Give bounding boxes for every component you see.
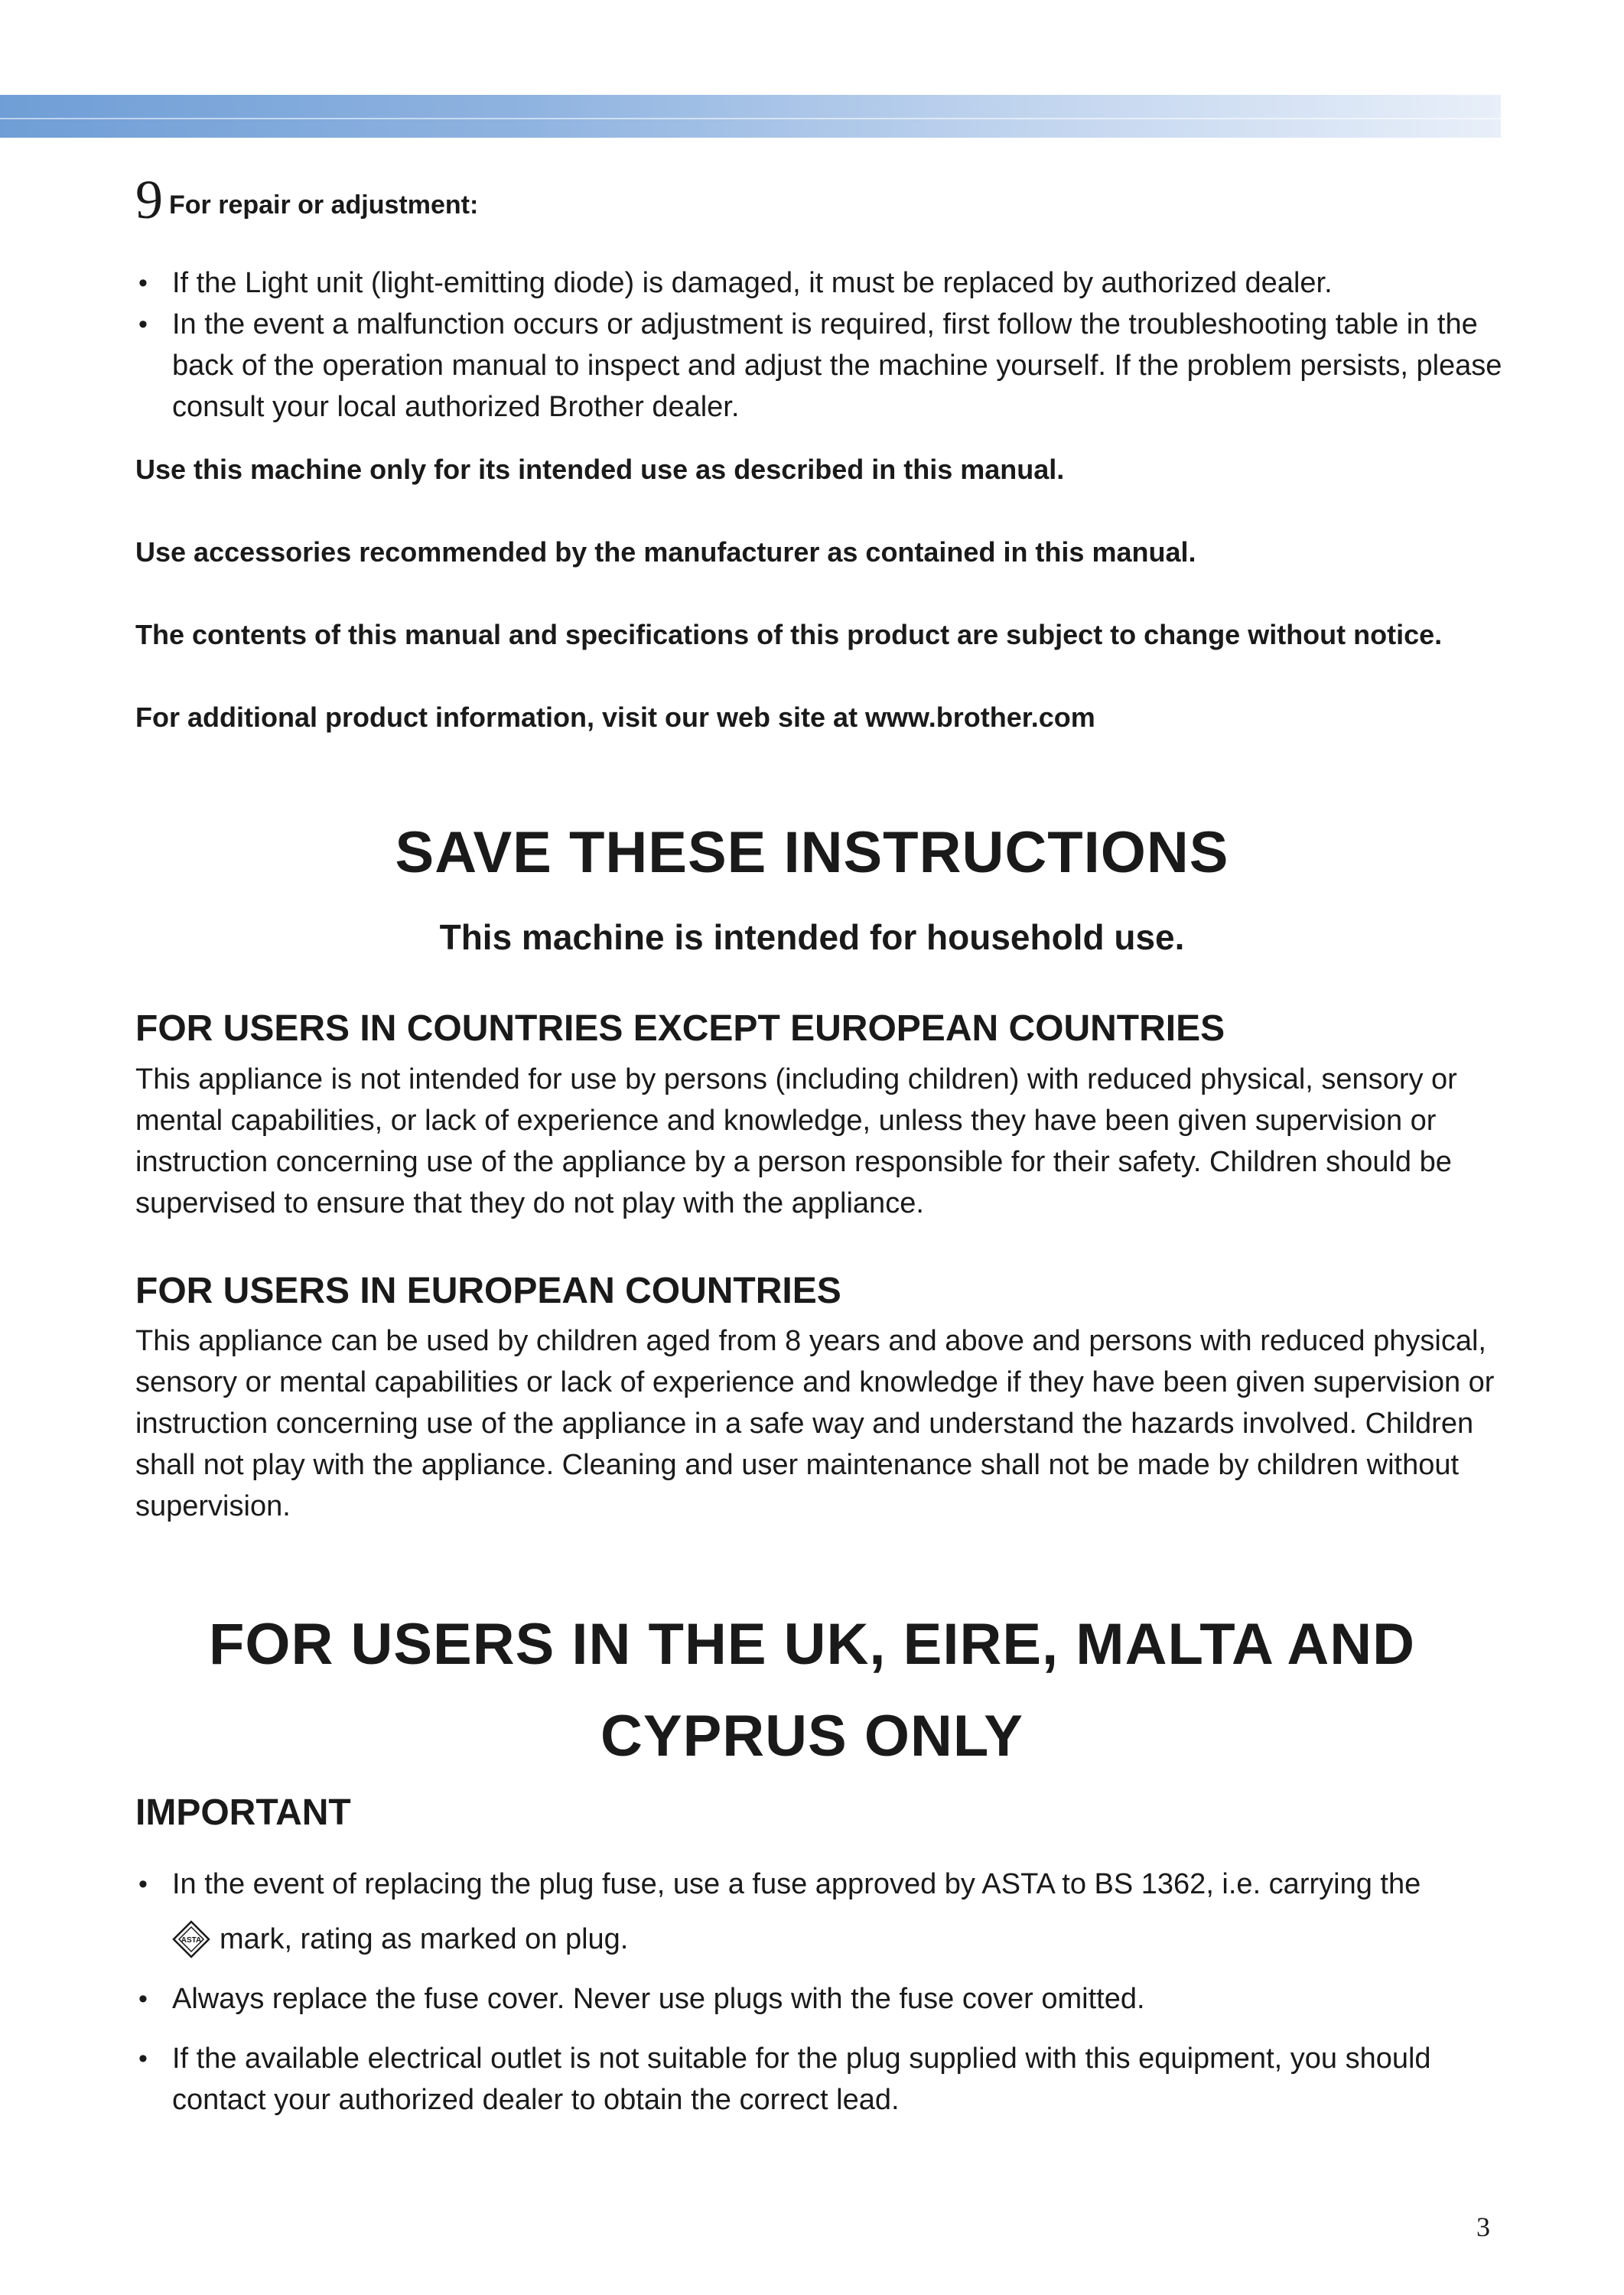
header-color-band — [0, 95, 1501, 138]
bullet-text: In the event a malfunction occurs or adjustment is required, first follow the troubleshooting table in the back of the operation manual to inspect and adjust the machine yourself. If the problem persists, please consult your local authorized Brother dealer. — [172, 308, 1502, 423]
non-eu-text: This appliance is not intended for use by persons (including children) with reduced physical, sensory or mental capabilities, or lack of experience and knowledge, unless they have been given supervision or instruction concerning use of the appliance by a person responsible for their safety. Children should be supervised to ensure that they do not play with the appliance. — [135, 1063, 1457, 1219]
uk-title-line2: CYPRUS ONLY — [600, 1704, 1024, 1769]
notice-intended-use: Use this machine only for its intended use as described in this manual. — [135, 454, 1065, 485]
eu-text: This appliance can be used by children aged from 8 years and above and persons with reduced physical, sensory or mental capabilities or lack of experience and knowledge if they have been given supervision or instruction concerning use of the appliance in a safe way and understand the hazards involved. Children shall not play with the appliance. Cleaning and user maintenance shall not be made by children without supervision. — [135, 1325, 1495, 1522]
notice-specifications: The contents of this manual and specifications of this product are subject to change without notice. — [135, 619, 1443, 650]
bullet-icon: • — [138, 1870, 148, 1899]
eu-heading: FOR USERS IN EUROPEAN COUNTRIES — [135, 1271, 841, 1311]
asta-mark-icon — [172, 1920, 210, 1958]
bullet-text-continued: mark, rating as marked on plug. — [220, 1923, 629, 1955]
bullet-text: If the available electrical outlet is not suitable for the plug supplied with this equipment, you should contact your authorized dealer to obtain the correct lead. — [172, 2043, 1431, 2116]
household-use-subtitle: This machine is intended for household use. — [439, 917, 1185, 957]
bullet-text: In the event of replacing the plug fuse, use a fuse approved by ASTA to BS 1362, i.e. carrying the — [172, 1868, 1421, 1900]
asta-mark-row — [172, 1919, 1505, 1960]
bullet-text: If the Light unit (light-emitting diode) is damaged, it must be replaced by authorized dealer. — [172, 267, 1333, 299]
list-item — [135, 262, 1505, 304]
uk-title-line1: FOR USERS IN THE UK, EIRE, MALTA AND — [208, 1612, 1416, 1677]
list-item — [135, 304, 1505, 428]
section-number: 9 — [135, 169, 163, 230]
list-item — [135, 2038, 1505, 2121]
save-instructions-title: SAVE THESE INSTRUCTIONS — [395, 820, 1229, 885]
bullet-icon: • — [138, 310, 148, 339]
repair-bullet-list — [135, 262, 1505, 428]
notice-website: For additional product information, visit our web site at www.brother.com — [135, 702, 1095, 733]
non-eu-heading: FOR USERS IN COUNTRIES EXCEPT EUROPEAN COUNTRIES — [135, 1008, 1225, 1049]
list-item — [135, 1978, 1505, 2020]
notice-accessories: Use accessories recommended by the manufacturer as contained in this manual. — [135, 536, 1196, 568]
section-heading — [135, 169, 479, 230]
bullet-icon: • — [138, 2044, 148, 2073]
bullet-icon: • — [138, 1984, 148, 2013]
bullet-icon: • — [138, 269, 148, 298]
section-title: For repair or adjustment: — [169, 190, 479, 220]
important-heading: IMPORTANT — [135, 1792, 351, 1833]
bullet-text: Always replace the fuse cover. Never use plugs with the fuse cover omitted. — [172, 1983, 1145, 2015]
list-item — [135, 1864, 1505, 1960]
asta-mark-label: ASTA — [181, 1936, 202, 1945]
page-number: 3 — [1476, 2212, 1490, 2242]
uk-bullet-list — [135, 1864, 1505, 2121]
